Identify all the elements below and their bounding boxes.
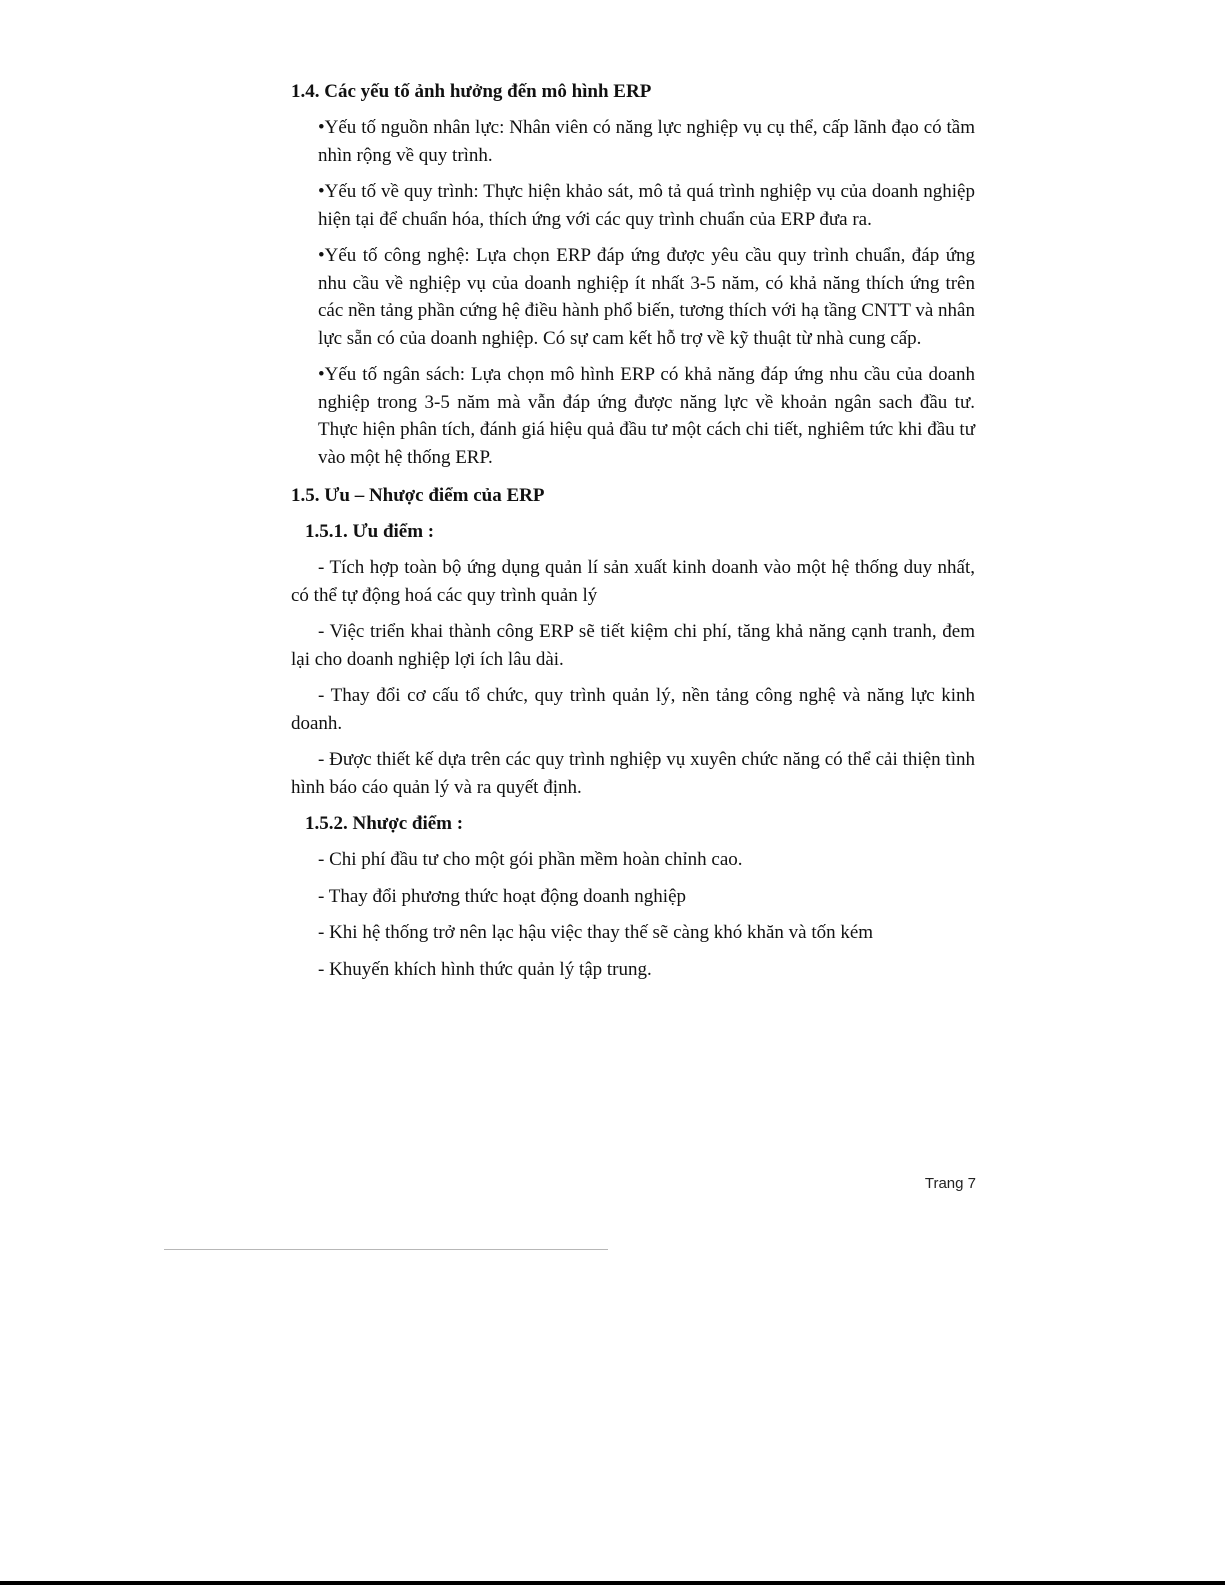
- bullet-item-budget: •Yếu tố ngân sách: Lựa chọn mô hình ERP có khả năng đáp ứng nhu cầu của doanh nghiệp trong 3-5 năm mà vẫn đáp ứng được năng lực về khoản ngân sach đầu tư. Thực hiện phân tích, đánh giá hiệu quả đầu tư một cách chi tiết, nghiêm tức khi đầu tư vào một hệ thống ERP.: [318, 364, 975, 468]
- section-heading-1-4: 1.4. Các yếu tố ảnh hưởng đến mô hình ERP: [291, 81, 652, 102]
- bullet-item-process: •Yếu tố về quy trình: Thực hiện khảo sát, mô tả quá trình nghiệp vụ của doanh nghiệp hiện tại để chuẩn hóa, thích ứng với các quy trình chuẩn của ERP đưa ra.: [318, 181, 975, 230]
- subheading-advantages: 1.5.1. Ưu điểm :: [305, 521, 435, 542]
- page-number: Trang 7: [924, 1175, 976, 1192]
- advantage-item-1: - Tích hợp toàn bộ ứng dụng quản lí sản xuất kinh doanh vào một hệ thống duy nhất, có thể tự động hoá các quy trình quản lý: [291, 557, 975, 606]
- disadvantage-item-4: - Khuyến khích hình thức quản lý tập trung.: [318, 958, 652, 980]
- advantage-item-4: - Được thiết kế dựa trên các quy trình nghiệp vụ xuyên chức năng có thể cải thiện tình hình báo cáo quản lý và ra quyết định.: [291, 749, 975, 798]
- disadvantage-item-1: - Chi phí đầu tư cho một gói phần mềm hoàn chỉnh cao.: [318, 849, 743, 870]
- bullet-item-human-resources: •Yếu tố nguồn nhân lực: Nhân viên có năng lực nghiệp vụ cụ thể, cấp lãnh đạo có tầm nhìn rộng về quy trình.: [318, 117, 975, 166]
- subheading-disadvantages: 1.5.2. Nhược điểm :: [305, 813, 464, 834]
- disadvantage-item-3: - Khi hệ thống trở nên lạc hậu việc thay thế sẽ càng khó khăn và tốn kém: [318, 922, 874, 943]
- page-content: [291, 78, 975, 992]
- bottom-edge-bar: [0, 1581, 1225, 1585]
- bullet-item-technology: •Yếu tố công nghệ: Lựa chọn ERP đáp ứng được yêu cầu quy trình chuẩn, đáp ứng nhu cầu về nghiệp vụ của doanh nghiệp ít nhất 3-5 năm, có khả năng thích ứng trên các nền tảng phần cứng hệ điều hành phổ biến, tương thích với hạ tầng CNTT và nhân lực sẵn có của doanh nghiệp. Có sự cam kết hỗ trợ về kỹ thuật từ nhà cung cấp.: [318, 245, 975, 349]
- page-divider: [164, 1249, 608, 1250]
- advantage-item-3: - Thay đổi cơ cấu tổ chức, quy trình quản lý, nền tảng công nghệ và năng lực kinh doanh.: [291, 685, 975, 734]
- section-heading-1-5: 1.5. Ưu – Nhược điểm của ERP: [291, 485, 545, 506]
- advantage-item-2: - Việc triển khai thành công ERP sẽ tiết kiệm chi phí, tăng khả năng cạnh tranh, đem lại cho doanh nghiệp lợi ích lâu dài.: [291, 621, 975, 670]
- disadvantage-item-2: - Thay đổi phương thức hoạt động doanh nghiệp: [318, 885, 687, 907]
